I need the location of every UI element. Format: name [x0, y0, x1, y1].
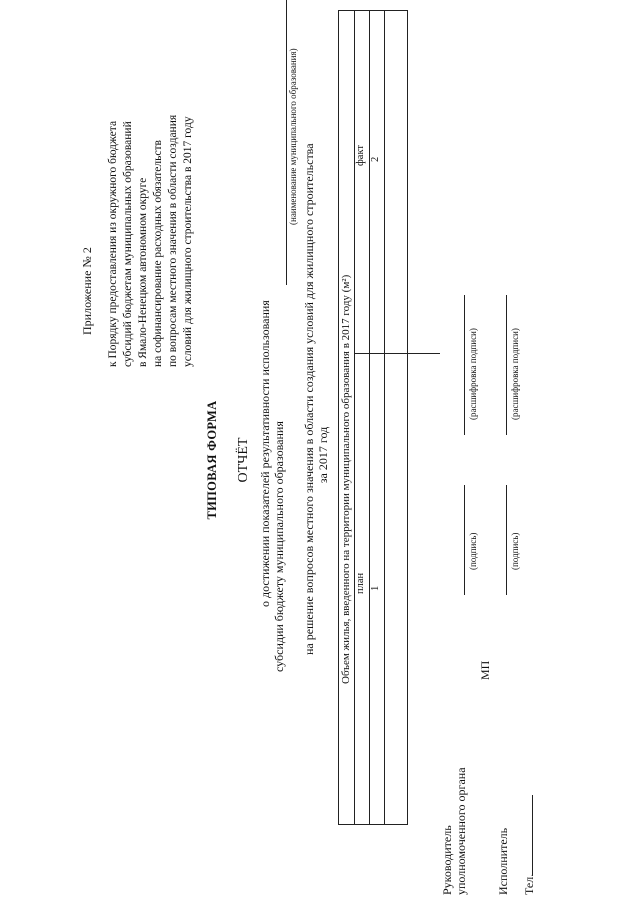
table-column-divider [354, 353, 440, 354]
head-decode-field[interactable] [464, 295, 465, 435]
annex-text [106, 7, 196, 367]
executor-decode-hint: (расшифровка подписи) [510, 328, 520, 420]
indicator-table [338, 10, 408, 825]
annex-line: субсидий бюджетам муниципальных образований [122, 121, 134, 367]
subsidy-line: субсидии бюджету муниципального образования [272, 421, 286, 672]
phone-field[interactable] [532, 795, 533, 875]
purpose-line: на решение вопросов местного значения в области создания условий для жилищного строительства [302, 143, 316, 655]
annex-line: на софинансирование расходных обязательств [152, 140, 164, 367]
municipality-name-field[interactable] [286, 0, 287, 285]
table-header: Объем жилья, введенного на территории муниципального образования в 2017 году (м²) [339, 11, 355, 824]
head-label: Руководитель [440, 825, 454, 895]
executor-signature-hint: (подпись) [510, 532, 520, 570]
column-number-plan: 1 [370, 585, 381, 591]
annex-line: в Ямало-Ненецком автономном округе [137, 177, 149, 367]
municipality-name-hint: (наименование муниципального образования) [288, 48, 298, 225]
report-title: ОТЧЁТ [236, 437, 251, 483]
seal-mark: МП [478, 660, 492, 680]
table-row-divider [369, 11, 370, 824]
form-type-title: ТИПОВАЯ ФОРМА [205, 400, 219, 520]
report-year: за 2017 год [316, 426, 330, 484]
head-label-org: уполномоченного органа [454, 767, 468, 895]
executor-signature-field[interactable] [506, 485, 507, 595]
head-signature-field[interactable] [464, 485, 465, 595]
table-row-divider [384, 11, 385, 824]
annex-line: условий для жилищного строительства в 2017 году [182, 116, 194, 367]
head-signature-hint: (подпись) [468, 532, 478, 570]
column-label-plan: план [355, 572, 366, 594]
column-label-fact: факт [355, 144, 366, 166]
fact-value-cell[interactable] [389, 14, 405, 350]
annex-title: Приложение № 2 [80, 247, 94, 335]
annex-line: по вопросам местного значения в области создания [167, 114, 179, 367]
annex-line: к Порядку предоставления из окружного бюджета [107, 120, 119, 367]
column-number-fact: 2 [370, 156, 381, 162]
phone-label: Тел. [522, 873, 536, 895]
head-decode-hint: (расшифровка подписи) [468, 328, 478, 420]
report-subject: о достижении показателей результативности использования [258, 300, 272, 607]
executor-label: Исполнитель [496, 827, 510, 895]
executor-decode-field[interactable] [506, 295, 507, 435]
plan-value-cell[interactable] [389, 360, 405, 820]
